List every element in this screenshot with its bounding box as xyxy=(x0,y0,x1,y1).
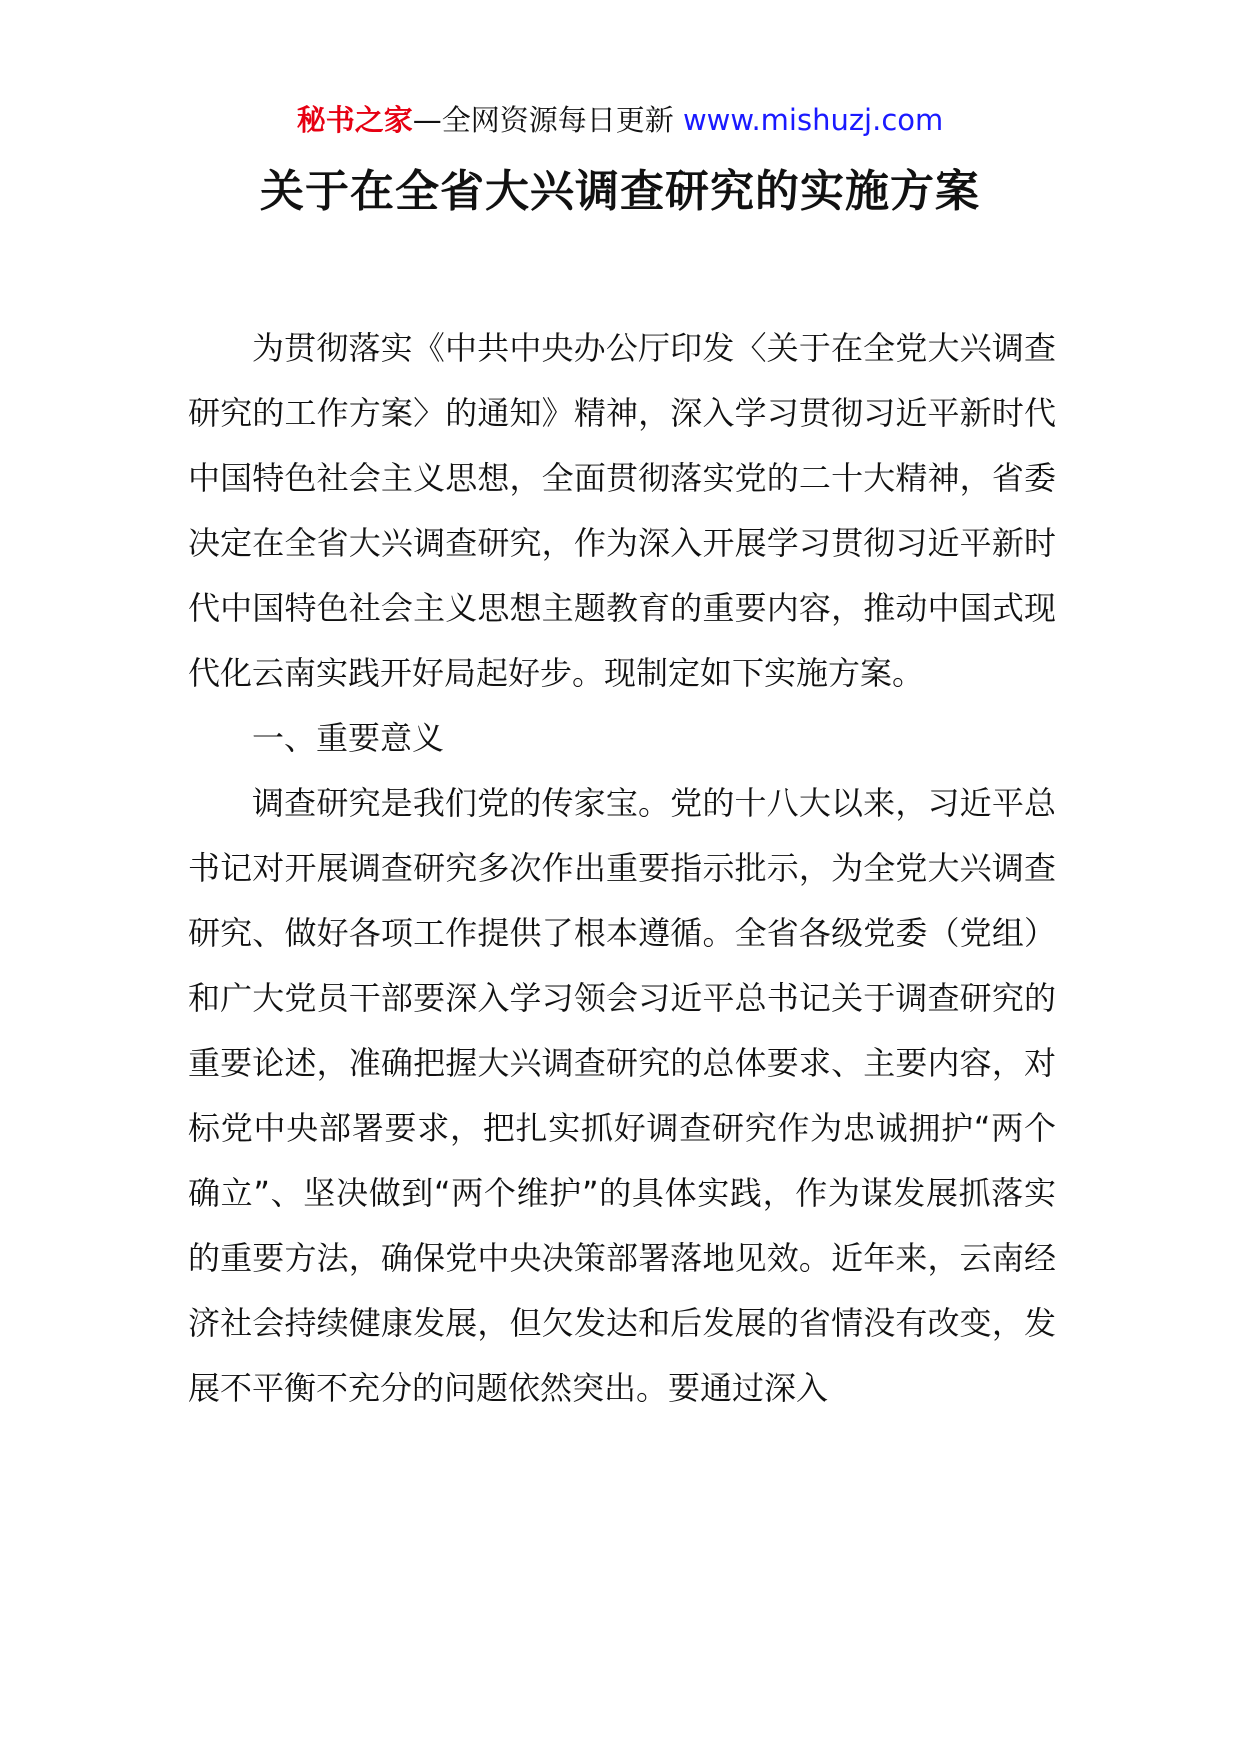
document-body xyxy=(188,316,1056,1421)
site-header xyxy=(0,100,1240,140)
header-tagline: —全网资源每日更新 xyxy=(412,103,683,137)
intro-paragraph: 为贯彻落实《中共中央办公厅印发〈关于在全党大兴调查研究的工作方案〉的通知》精神，深入学习贯彻习近平新时代中国特色社会主义思想，全面贯彻落实党的二十大精神，省委决定在全省大兴调查研究，作为深入开展学习贯彻习近平新时代中国特色社会主义思想主题教育的重要内容，推动中国式现代化云南实践开好局起好步。现制定如下实施方案。 xyxy=(188,329,1056,692)
brand-name: 秘书之家 xyxy=(296,103,413,137)
site-url-link[interactable]: www.mishuzj.com xyxy=(682,103,944,137)
document-title: 关于在全省大兴调查研究的实施方案 xyxy=(260,166,980,217)
body-paragraph: 调查研究是我们党的传家宝。党的十八大以来，习近平总书记对开展调查研究多次作出重要指示批示，为全党大兴调查研究、做好各项工作提供了根本遵循。全省各级党委（党组）和广大党员干部要深入学习领会习近平总书记关于调查研究的重要论述，准确把握大兴调查研究的总体要求、主要内容，对标党中央部署要求，把扎实抓好调查研究作为忠诚拥护“两个确立”、坚决做到“两个维护”的具体实践，作为谋发展抓落实的重要方法，确保党中央决策部署落地见效。近年来，云南经济社会持续健康发展，但欠发达和后发展的省情没有改变，发展不平衡不充分的问题依然突出。要通过深入 xyxy=(188,784,1056,1407)
section-heading: 一、重要意义 xyxy=(252,719,445,757)
